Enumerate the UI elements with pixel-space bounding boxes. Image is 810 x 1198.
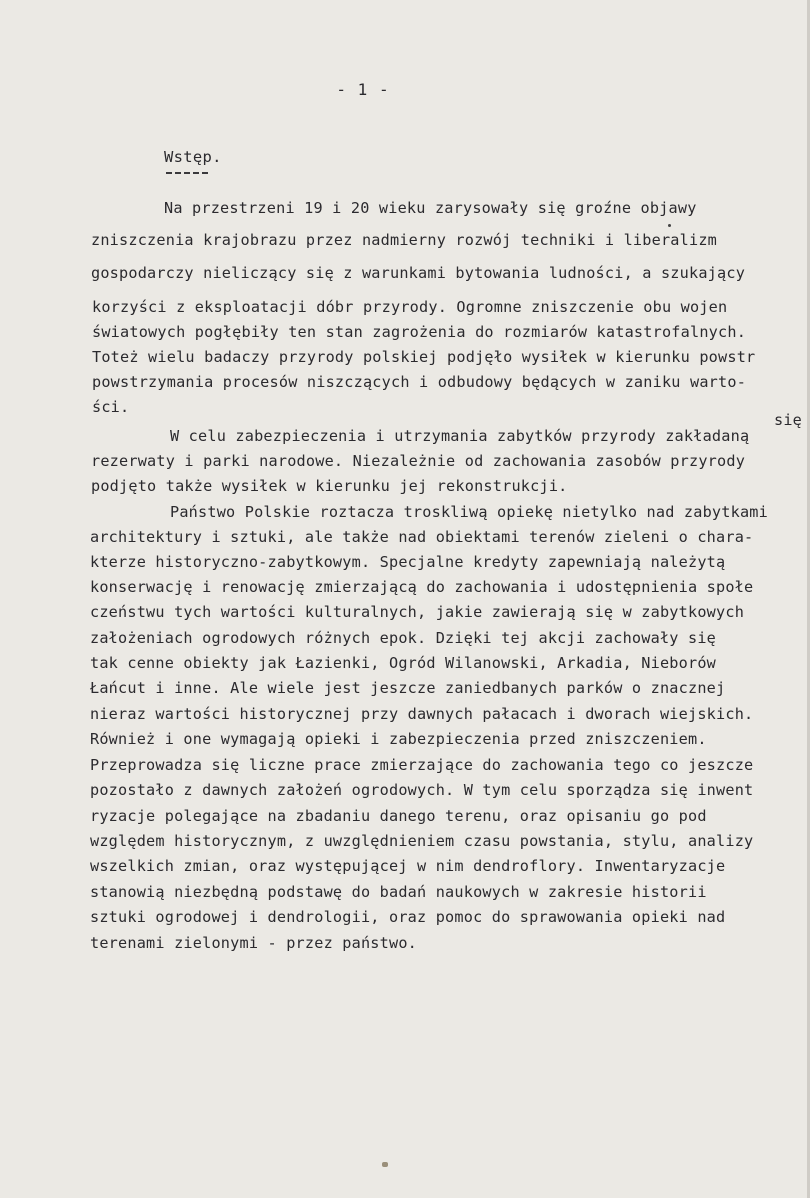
text-line: się: [774, 411, 803, 429]
text-line: konserwację i renowację zmierzającą do zachowania i udostępnienia społe: [90, 578, 754, 596]
text-line: Państwo Polskie roztacza troskliwą opiekę nietylko nad zabytkami: [170, 503, 768, 521]
heading-underline: [166, 172, 208, 174]
text-line: powstrzymania procesów niszczących i odbudowy będących w zaniku warto-: [92, 373, 747, 391]
text-line: światowych pogłębiły ten stan zagrożenia do rozmiarów katastrofalnych.: [92, 323, 747, 341]
text-line: Toteż wielu badaczy przyrody polskiej podjęło wysiłek w kierunku powstr: [92, 348, 756, 366]
text-line: W celu zabezpieczenia i utrzymania zabytków przyrody zakładaną: [170, 427, 750, 445]
text-line: stanowią niezbędną podstawę do badań naukowych w zakresie historii: [90, 883, 707, 901]
text-line: względem historycznym, z uwzględnieniem czasu powstania, stylu, analizy: [90, 832, 754, 850]
text-line: Przeprowadza się liczne prace zmierzające do zachowania tego co jeszcze: [90, 756, 754, 774]
ink-mark: [668, 224, 671, 227]
text-line: kterze historyczno-zabytkowym. Specjalne kredyty zapewniają należytą: [90, 553, 726, 571]
text-line: podjęto także wysiłek w kierunku jej rekonstrukcji.: [91, 477, 568, 495]
text-line: tak cenne obiekty jak Łazienki, Ogród Wilanowski, Arkadia, Nieborów: [90, 654, 717, 672]
text-line: wszelkich zmian, oraz występującej w nim dendroflory. Inwentaryzacje: [90, 857, 726, 875]
text-line: korzyści z eksploatacji dóbr przyrody. Ogromne zniszczenie obu wojen: [92, 298, 728, 316]
text-line: ryzacje polegające na zbadaniu danego terenu, oraz opisaniu go pod: [90, 807, 707, 825]
text-line: architektury i sztuki, ale także nad obiektami terenów zieleni o chara-: [90, 528, 754, 546]
text-line: terenami zielonymi - przez państwo.: [90, 934, 418, 952]
page-number: - 1 -: [336, 80, 390, 99]
text-line: zniszczenia krajobrazu przez nadmierny rozwój techniki i liberalizm: [91, 231, 718, 249]
text-line: pozostało z dawnych założeń ogrodowych. W tym celu sporządza się inwent: [90, 781, 754, 799]
text-line: założeniach ogrodowych różnych epok. Dzięki tej akcji zachowały się: [90, 629, 717, 647]
text-line: gospodarczy nieliczący się z warunkami bytowania ludności, a szukający: [91, 264, 746, 282]
section-heading: Wstęp.: [164, 148, 222, 166]
text-line: Na przestrzeni 19 i 20 wieku zarysowały się groźne objawy: [164, 199, 697, 217]
text-line: rezerwaty i parki narodowe. Niezależnie od zachowania zasobów przyrody: [91, 452, 746, 470]
ink-spot: [382, 1162, 388, 1167]
text-line: Łańcut i inne. Ale wiele jest jeszcze zaniedbanych parków o znacznej: [90, 679, 726, 697]
text-line: ści.: [92, 398, 130, 416]
text-line: sztuki ogrodowej i dendrologii, oraz pomoc do sprawowania opieki nad: [90, 908, 726, 926]
text-line: czeństwu tych wartości kulturalnych, jakie zawierają się w zabytkowych: [90, 603, 745, 621]
text-line: nieraz wartości historycznej przy dawnych pałacach i dworach wiejskich.: [90, 705, 754, 723]
text-line: Również i one wymagają opieki i zabezpieczenia przed zniszczeniem.: [90, 730, 707, 748]
